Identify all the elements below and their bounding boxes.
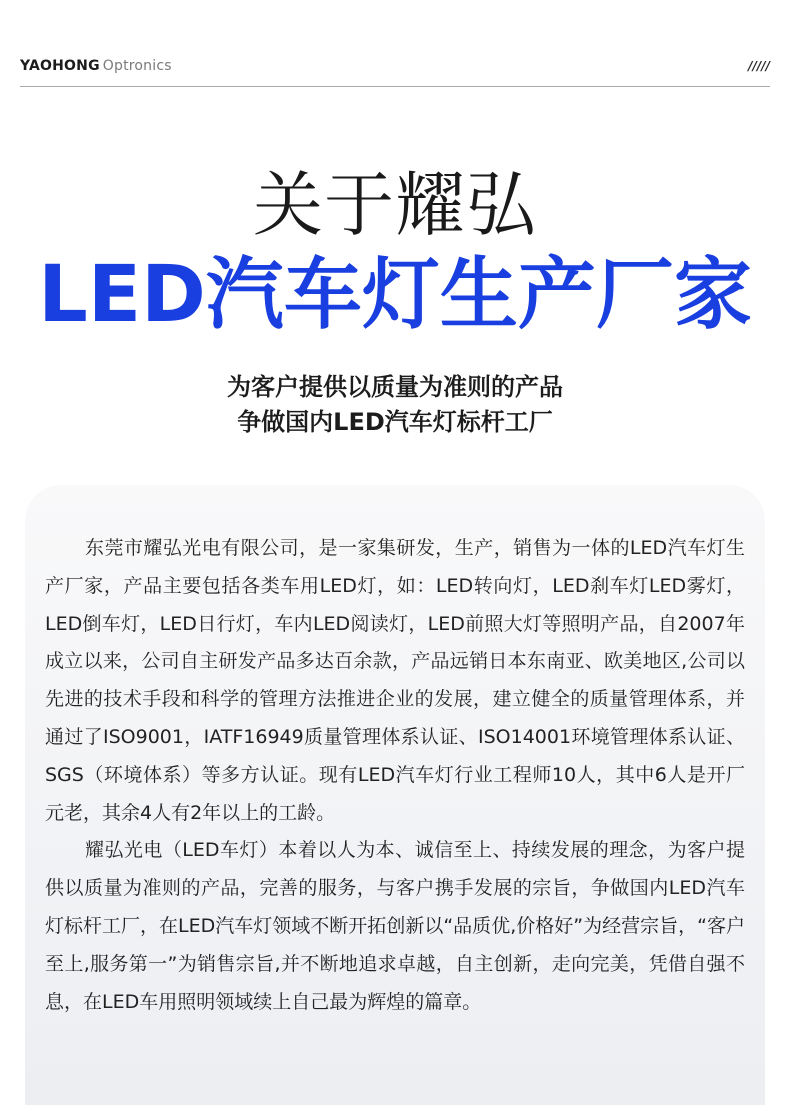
page-title: 关于耀弘 (253, 164, 537, 246)
paragraph-intro: 东莞市耀弘光电有限公司，是一家集研发，生产，销售为一体的LED汽车灯生产厂家，产品主要包括各类车用LED灯，如：LED转向灯，LED刹车灯LED雾灯，LED倒车灯，LED日行灯，车内LED阅读灯，LED前照大灯等照明产品，自2007年成立以来，公司自主研发产品多达百余款，产品远销日本东南亚、欧美地区,公司以先进的技术手段和科学的管理方法推进企业的发展，建立健全的质量管理体系，并通过了ISO9001，IATF16949质量管理体系认证、ISO14001环境管理体系认证、SGS（环境体系）等多方认证。现有LED汽车灯行业工程师10人，其中6人是开厂元老，其余4人有2年以上的工龄。 (45, 537, 745, 824)
paragraph-philosophy: 耀弘光电（LED车灯）本着以人为本、诚信至上、持续发展的理念，为客户提供以质量为准则的产品，完善的服务，与客户携手发展的宗旨，争做国内LED汽车灯标杆工厂，在LED汽车灯领域不断开拓创新以“品质优,价格好”为经营宗旨，“客户至上,服务第一”为销售宗旨,并不断地追求卓越，自主创新，走向完美，凭借自强不息，在LED车用照明领域续上自己最为辉煌的篇章。 (45, 839, 745, 1013)
slogan-line-1: 为客户提供以质量为准则的产品 (227, 373, 563, 401)
company-description (45, 530, 745, 1021)
slash-decoration-icon: ///// (748, 59, 770, 73)
brand-logo (20, 58, 172, 74)
page-header (20, 54, 770, 87)
headline: LED汽车灯生产厂家 (38, 250, 752, 340)
slogan-line-2: 争做国内LED汽车灯标杆工厂 (237, 408, 553, 436)
brand-subtitle: Optronics (102, 58, 172, 74)
brand-name: YAOHONG (20, 58, 100, 74)
